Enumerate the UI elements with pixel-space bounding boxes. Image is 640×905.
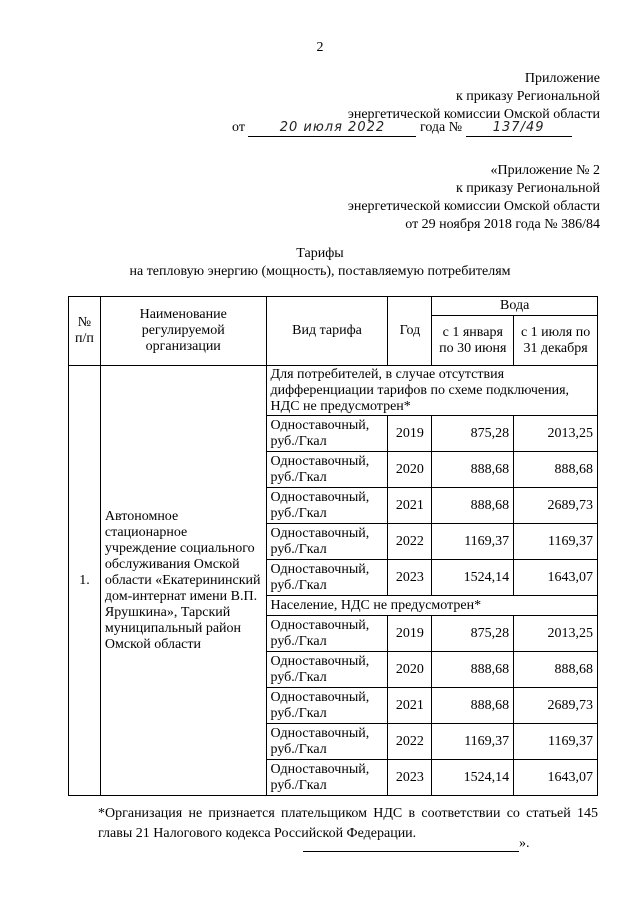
year-cell: 2020 — [388, 452, 432, 488]
year-cell: 2023 — [388, 560, 432, 596]
appendix2-line: от 29 ноября 2018 года № 386/84 — [405, 217, 600, 232]
value-period-2: 1169,37 — [514, 724, 598, 760]
year-cell: 2022 — [388, 724, 432, 760]
tariff-type: Одноставочный, руб./Гкал — [266, 760, 388, 796]
value-period-2: 2013,25 — [514, 416, 598, 452]
header-num: № п/п — [69, 297, 101, 366]
closing-quote: ». — [519, 836, 530, 851]
year-cell: 2019 — [388, 616, 432, 652]
value-period-1: 1524,14 — [432, 560, 514, 596]
tariff-type: Одноставочный, руб./Гкал — [266, 652, 388, 688]
appendix2-header — [348, 162, 600, 234]
value-period-1: 1524,14 — [432, 760, 514, 796]
year-cell: 2022 — [388, 524, 432, 560]
value-period-1: 888,68 — [432, 688, 514, 724]
header-water: Вода — [432, 297, 598, 316]
closing-line — [303, 836, 530, 852]
value-period-1: 888,68 — [432, 452, 514, 488]
year-cell: 2019 — [388, 416, 432, 452]
from-label: от — [232, 120, 245, 135]
appendix2-line: энергетической комиссии Омской области — [347, 199, 600, 214]
year-cell: 2023 — [388, 760, 432, 796]
group-title: Для потребителей, в случае отсутствия дифференциации тарифов по схеме подключения, НДС не предусмотрен* — [266, 366, 597, 416]
value-period-2: 888,68 — [514, 652, 598, 688]
appendix-line: Приложение — [524, 71, 600, 86]
year-cell: 2020 — [388, 652, 432, 688]
value-period-1: 888,68 — [432, 488, 514, 524]
year-cell: 2021 — [388, 488, 432, 524]
value-period-1: 1169,37 — [432, 724, 514, 760]
header-tariff-type: Вид тарифа — [266, 297, 388, 366]
value-period-2: 2689,73 — [514, 488, 598, 524]
year-cell: 2021 — [388, 688, 432, 724]
footnote: *Организация не признается плательщиком НДС в соответствии со статьей 145 главы 21 Налогового кодекса Российской Федерации. — [98, 806, 598, 841]
appendix-header — [348, 70, 600, 124]
row-number: 1. — [69, 366, 101, 796]
tariff-type: Одноставочный, руб./Гкал — [266, 688, 388, 724]
handwritten-number: 137/49 — [492, 120, 545, 135]
appendix2-line: к приказу Региональной — [455, 181, 600, 196]
document-title — [0, 245, 640, 281]
tariff-type: Одноставочный, руб./Гкал — [266, 416, 388, 452]
tariff-type: Одноставочный, руб./Гкал — [266, 452, 388, 488]
appendix-line: к приказу Региональной — [455, 89, 600, 104]
appendix2-line: «Приложение № 2 — [490, 163, 600, 178]
tariff-type: Одноставочный, руб./Гкал — [266, 616, 388, 652]
title-line: Тарифы — [296, 246, 344, 261]
organization-name: Автономное стационарное учреждение социального обслуживания Омской области «Екатерининский дом-интернат имени В.П. Ярушкина», Тарский муниципальный район Омской области — [100, 366, 266, 796]
tariff-table — [68, 296, 598, 796]
page-number: 2 — [316, 40, 324, 55]
header-period-1: с 1 января по 30 июня — [432, 316, 514, 366]
header-period-2: с 1 июля по 31 декабря — [514, 316, 598, 366]
value-period-2: 1643,07 — [514, 560, 598, 596]
value-period-1: 1169,37 — [432, 524, 514, 560]
appendix-line: энергетической комиссии Омской области — [347, 107, 600, 122]
group-title: Население, НДС не предусмотрен* — [266, 596, 597, 616]
header-organization: Наименование регулируемой организации — [100, 297, 266, 366]
value-period-1: 888,68 — [432, 652, 514, 688]
tariff-type: Одноставочный, руб./Гкал — [266, 524, 388, 560]
value-period-1: 875,28 — [432, 416, 514, 452]
value-period-2: 2689,73 — [514, 688, 598, 724]
value-period-2: 1643,07 — [514, 760, 598, 796]
year-number-label: года № — [419, 120, 463, 135]
closing-underline — [303, 837, 519, 852]
tariff-type: Одноставочный, руб./Гкал — [266, 488, 388, 524]
value-period-2: 888,68 — [514, 452, 598, 488]
order-date-line — [232, 120, 572, 137]
tariff-type: Одноставочный, руб./Гкал — [266, 560, 388, 596]
tariff-type: Одноставочный, руб./Гкал — [266, 724, 388, 760]
value-period-1: 875,28 — [432, 616, 514, 652]
title-line: на тепловую энергию (мощность), поставляемую потребителям — [129, 264, 511, 279]
value-period-2: 2013,25 — [514, 616, 598, 652]
handwritten-date: 20 июля 2022 — [279, 120, 386, 135]
header-year: Год — [388, 297, 432, 366]
value-period-2: 1169,37 — [514, 524, 598, 560]
